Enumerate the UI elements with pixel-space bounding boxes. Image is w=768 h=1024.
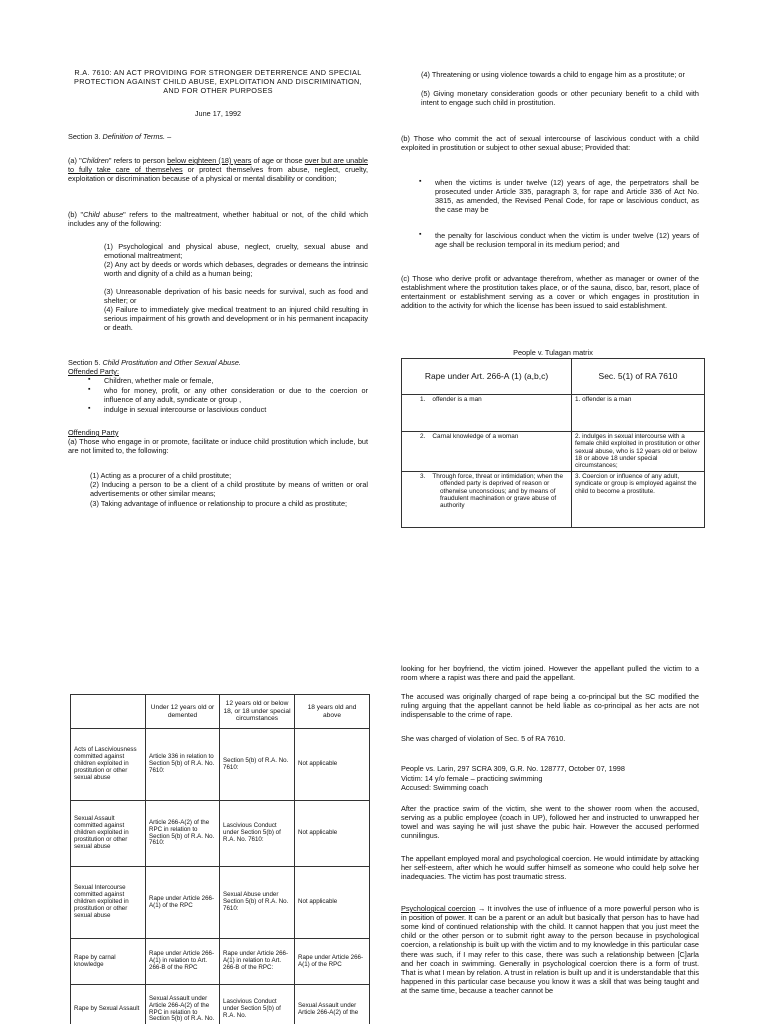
paragraph-text: It involves the use of influence of a more powerful person who is in position of power. It can be a parent or an adult but basically that person has to have had some kind of continued relationship with the child. It cannot happen that you just meet the child or the other person or to submit right away to the person because in psychological coercion, a relationship is built up with the victim and to my knowledge in this particular case there was such, if I may refer to this case, there was such a relationship between [C]arla and her coach in swimming. Generally in psychological coercion there is a form of trust. That is what I mean by relation. A trust in relation is built up and it is understandable that this happened in this particular case because you know it was a skill that was being taught and at the same time, because a teacher cannot be xyxy=(401,904,699,995)
def-a-text-2: of age or those xyxy=(251,156,305,165)
para-b: (b) Those who commit the act of sexual intercourse of lascivious conduct with a child exploited in prostitution or subject to other sexual abuse; Provided that: xyxy=(401,134,699,153)
table-header-row xyxy=(71,695,370,729)
abuse-item: (4) Failure to immediately give medical treatment to an injured child resulting in serious impairment of his growth and development or in his permanent incapacity or death. xyxy=(104,305,368,333)
table-row xyxy=(402,432,705,472)
table-cell: 2. indulges in sexual intercourse with a female child exploited in prostitution or other sexual abuse, who is 12 years old or below 18 or above 18 under special circumstances; xyxy=(572,432,705,472)
age-matrix-table xyxy=(70,694,370,1024)
abuse-item: (2) Any act by deeds or words which debases, degrades or demeans the intrinsic worth and dignity of a child as a human being; xyxy=(104,260,368,279)
table-cell: Sexual Assault under Article 266-A(2) of the xyxy=(295,985,370,1024)
def-a-term: Children xyxy=(81,156,109,165)
table-row xyxy=(71,867,370,939)
def-a-underline-1: below eighteen (18) years xyxy=(167,156,252,165)
abuse-item: (3) Unreasonable deprivation of his basic needs for survival, such as food and shelter; or xyxy=(104,287,368,306)
para-c: (c) Those who derive profit or advantage therefrom, whether as manager or owner of the establishment where the prostitution takes place, or of the sauna, disco, bar, resort, place of entertainment or establishment serving as a cover or which engages in prostitution in addition to the activity for which the license has been issued to said establishment. xyxy=(401,274,699,311)
definition-child-abuse xyxy=(68,210,368,228)
psychological-coercion-paragraph xyxy=(401,904,699,995)
list-item: ▪ when the victims is under twelve (12) years of age, the perpetrators shall be prosecuted under Article 335, paragraph 3, for rape and Article 336 of Act No. 3815, as amended, the Revised Penal Code, for rape or lascivious conduct, as the case may be xyxy=(419,178,699,215)
table-row xyxy=(402,471,705,527)
paragraph: The accused was originally charged of rape being a co-principal but the SC modified the ruling arguing that the appellant cannot be held liable as co-principal as her acts are not indispensable to the crime of rape. xyxy=(401,692,699,720)
table-row xyxy=(71,801,370,867)
list-item: ▪ the penalty for lascivious conduct when the victim is under twelve (12) years of age shall be reclusion temporal in its medium period; and xyxy=(419,231,699,250)
table-cell: 3. Through force, threat or intimidation; when the offended party is deprived of reason or otherwise unconscious; and by means of fraudulent machination or grave abuse of authority xyxy=(402,471,572,527)
abuse-item: (1) Psychological and physical abuse, neglect, cruelty, sexual abuse and emotional maltreatment; xyxy=(104,242,368,261)
tulagan-matrix-table xyxy=(401,358,705,528)
table-header-cell: Under 12 years old or demented xyxy=(146,695,220,729)
case-title: People vs. Larin, 297 SCRA 309, G.R. No. 128777, October 07, 1998 xyxy=(401,764,625,773)
table-cell: Lascivious Conduct under Section 5(b) of R.A. No. 7610: xyxy=(220,801,295,867)
matrix-caption: People v. Tulagan matrix xyxy=(513,348,593,357)
table-row xyxy=(402,395,705,432)
offending-item: (2) Inducing a person to be a client of a child prostitute by means of written or oral advertisements or other similar means; xyxy=(90,480,368,499)
table-cell: Rape by Sexual Assault xyxy=(71,985,146,1024)
section-3-label: Section 3. xyxy=(68,132,101,141)
table-cell: Rape by carnal knowledge xyxy=(71,939,146,985)
definition-children xyxy=(68,156,368,183)
term-psychological-coercion: Psychological coercion xyxy=(401,904,476,913)
offending-item: (4) Threatening or using violence towards a child to engage him as a prostitute; or xyxy=(421,70,685,79)
table-cell: Rape under Article 266-A(1) of the RPC xyxy=(146,867,220,939)
bullet-icon: ▪ xyxy=(88,386,91,393)
table-cell: 2. Carnal knowledge of a woman xyxy=(402,432,572,472)
table-cell: Sexual Abuse under Section 5(b) of R.A. No. 7610: xyxy=(220,867,295,939)
table-header-cell: 12 years old or below 18, or 18 under special circumstances xyxy=(220,695,295,729)
def-b-text: " refers to the maltreatment, whether habitual or not, of the child which includes any of the following: xyxy=(68,210,368,229)
table-cell: Rape under Article 266-A(1) in relation to Art. 266-B of the RPC xyxy=(146,939,220,985)
table-header-cell xyxy=(71,695,146,729)
def-b-term: Child abuse xyxy=(83,210,124,219)
table-row xyxy=(71,729,370,801)
table-cell: Sexual Intercourse committed against children exploited in prostitution or other sexual abuse xyxy=(71,867,146,939)
bullet-icon: ▪ xyxy=(88,376,91,383)
arrow-right-icon: → xyxy=(477,904,486,913)
act-title: R.A. 7610: AN ACT PROVIDING FOR STRONGER DETERRENCE AND SPECIAL PROTECTION AGAINST CHILD ABUSE, EXPLOITATION AND DISCRIMINATION, AND FOR OTHER PURPOSES xyxy=(74,68,362,96)
table-header-cell: 18 years old and above xyxy=(295,695,370,729)
act-date: June 17, 1992 xyxy=(194,109,242,118)
table-row xyxy=(71,939,370,985)
table-cell: Not applicable xyxy=(295,729,370,801)
table-cell: Sexual Assault under Article 266-A(2) of the RPC in relation to Section 5(b) of R.A. No. xyxy=(146,985,220,1024)
offending-item: (3) Taking advantage of influence or relationship to procure a child as prostitute; xyxy=(90,499,348,508)
case-accused: Accused: Swimming coach xyxy=(401,783,489,792)
table-row xyxy=(71,985,370,1024)
offending-item: (1) Acting as a procurer of a child prostitute; xyxy=(90,471,232,480)
section-3-heading xyxy=(68,132,368,141)
offending-item: (5) Giving monetary consideration goods or other pecuniary benefit to a child with intent to engage such child in prostitution. xyxy=(421,89,699,108)
bullet-icon: ▪ xyxy=(419,231,422,238)
page2-right-column xyxy=(401,664,701,1024)
section-5-heading xyxy=(68,358,368,367)
table-cell: Lascivious Conduct under Section 5(b) of R.A. No. xyxy=(220,985,295,1024)
table-cell: Rape under Article 266-A(1) of the RPC xyxy=(295,939,370,985)
table-header-row xyxy=(402,359,705,395)
def-a-prefix: (a) " xyxy=(68,156,82,165)
table-header-cell: Sec. 5(1) of RA 7610 xyxy=(572,359,705,395)
def-a-underline-2: over but are unable to fully take care of themselves xyxy=(68,156,368,175)
table-cell: Rape under Article 266-A(1) in relation to Art. 266-B of the RPC: xyxy=(220,939,295,985)
case-victim: Victim: 14 y/o female – practicing swimming xyxy=(401,774,543,783)
section-5-title: Child Prostitution and Other Sexual Abuse. xyxy=(102,358,241,367)
paragraph: After the practice swim of the victim, she went to the shower room when the accused, serving as a public employee (coach in UP), followed her and instructed to unwrapped her towel and was saying he will just shave the pubic hair. However the accused performed cunnilingus. xyxy=(401,804,699,841)
list-item: ▪ who for money, profit, or any other consideration or due to the coercion or influence of any adult, syndicate or group , xyxy=(88,386,368,405)
offended-party-heading: Offended Party: xyxy=(68,367,119,376)
offending-para-a: (a) Those who engage in or promote, facilitate or induce child prostitution which include, but are not limited to, the following: xyxy=(68,437,368,456)
table-cell: 1. offender is a man xyxy=(572,395,705,432)
table-cell: Sexual Assault committed against children exploited in prostitution or other sexual abuse xyxy=(71,801,146,867)
table-cell: Not applicable xyxy=(295,801,370,867)
def-a-text-1: " refers to person xyxy=(108,156,168,165)
bullet-icon: ▪ xyxy=(419,178,422,185)
paragraph: The appellant employed moral and psychological coercion. He would intimidate by attacking her self-esteem, after which he would suffer himself as someone who could help solve her inadequacies. The victim has post traumatic stress. xyxy=(401,854,699,882)
paragraph: looking for her boyfriend, the victim joined. However the appellant pulled the victim to a room where a rapist was there and paid the appellant. xyxy=(401,664,699,683)
table-cell: Article 336 in relation to Section 5(b) of R.A. No. 7610: xyxy=(146,729,220,801)
table-header-cell: Rape under Art. 266-A (1) (a,b,c) xyxy=(402,359,572,395)
table-cell: Article 266-A(2) of the RPC in relation to Section 5(b) of R.A. No. 7610: xyxy=(146,801,220,867)
list-item: ▪ indulge in sexual intercourse or lascivious conduct xyxy=(88,405,267,414)
table-cell: Acts of Lasciviousness committed against children exploited in prostitution or other sexual abuse xyxy=(71,729,146,801)
section-5-label: Section 5. xyxy=(68,358,101,367)
table-cell: 1. offender is a man xyxy=(402,395,572,432)
table-cell: Not applicable xyxy=(295,867,370,939)
bullet-icon: ▪ xyxy=(88,405,91,412)
def-a-text-3: or protect themselves from abuse, neglect, cruelty, exploitation or discrimination because of a physical or mental disability or condition; xyxy=(68,165,368,184)
section-3-title: Definition of Terms. – xyxy=(102,132,172,141)
list-item: ▪ Children, whether male or female, xyxy=(88,376,214,385)
paragraph: She was charged of violation of Sec. 5 of RA 7610. xyxy=(401,734,566,743)
table-cell: 3. Coercion or influence of any adult, syndicate or group is employed against the child to become a prostitute. xyxy=(572,471,705,527)
table-cell: Section 5(b) of R.A. No. 7610: xyxy=(220,729,295,801)
def-b-prefix: (b) " xyxy=(68,210,84,219)
offending-party-heading: Offending Party xyxy=(68,428,119,437)
